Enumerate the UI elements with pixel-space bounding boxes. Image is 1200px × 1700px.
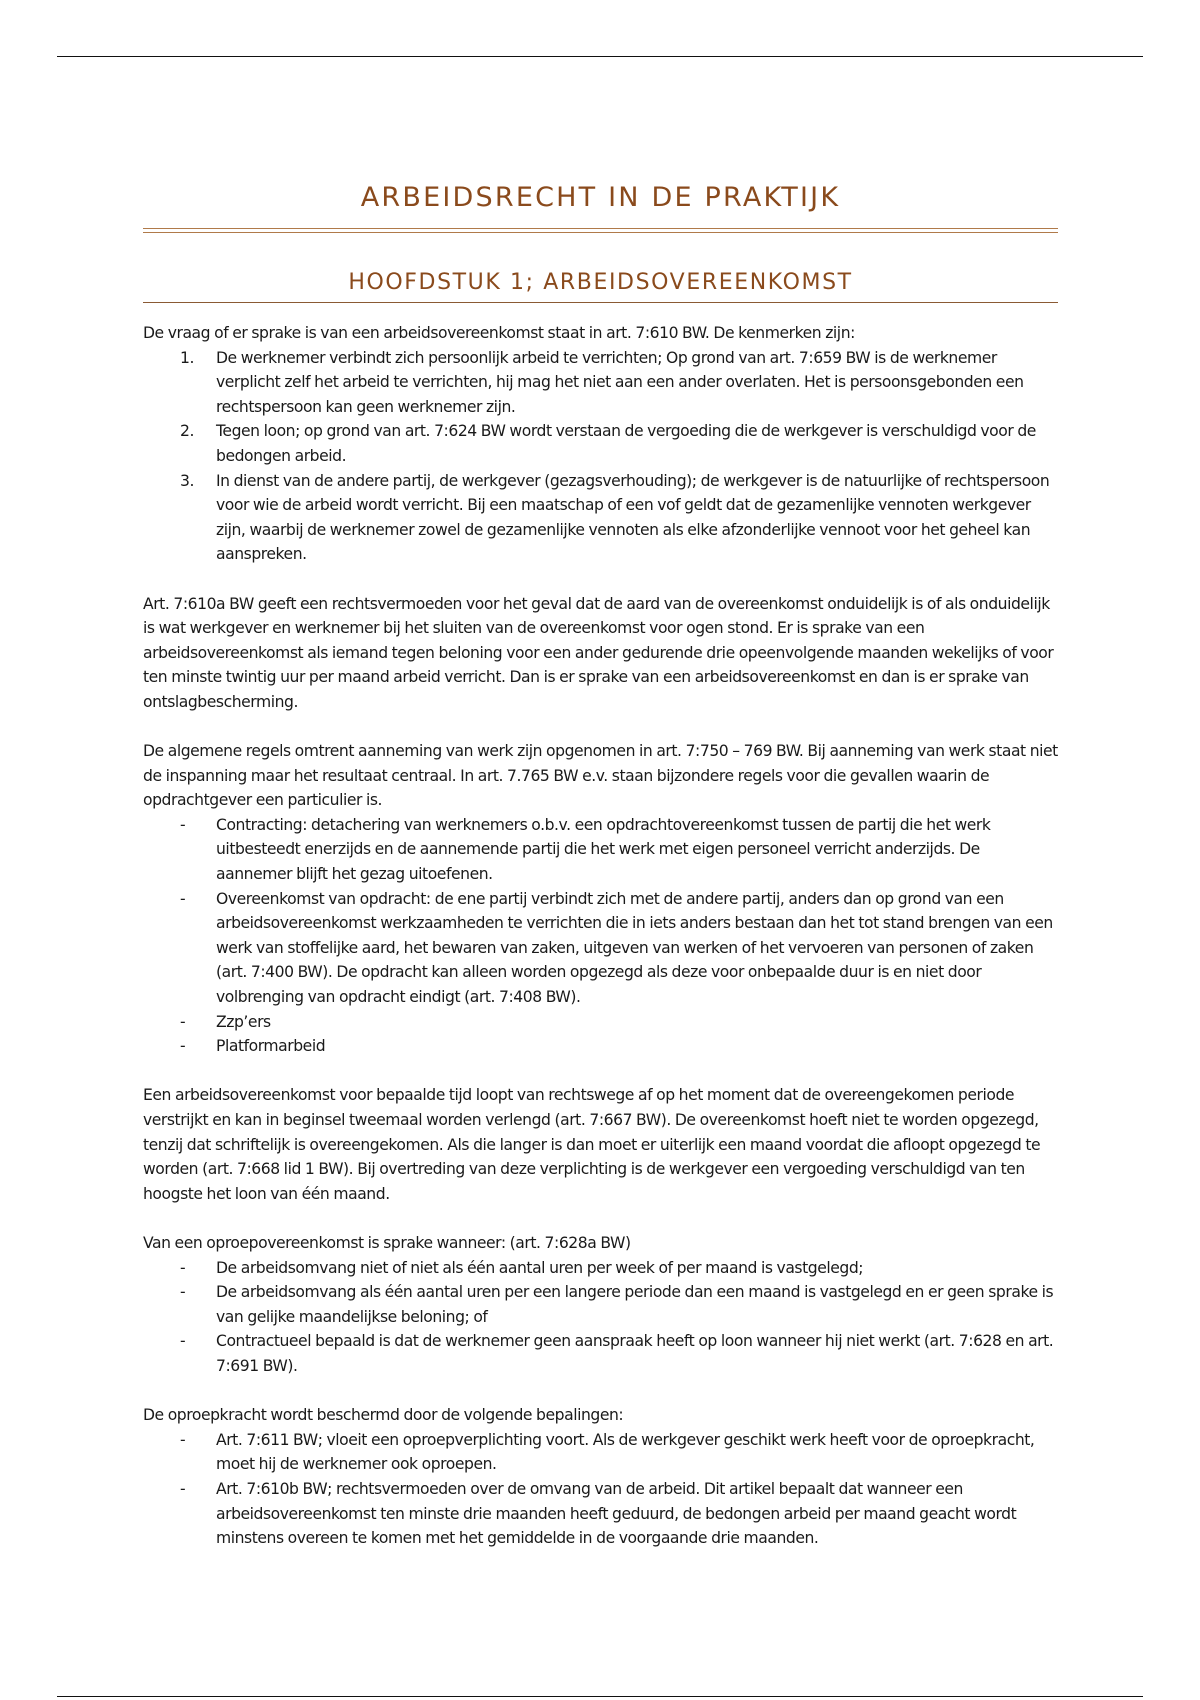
list-item	[143, 1329, 1058, 1378]
list-item	[143, 887, 1058, 1010]
list-marker: 2.	[180, 422, 194, 441]
list-item-text: Contractueel bepaald is dat de werknemer geen aanspraak heeft op loon wanneer hij niet werkt (art. 7:628 en art. 7:691 BW).	[216, 1332, 1054, 1375]
list-item-text: De werknemer verbindt zich persoonlijk arbeid te verrichten; Op grond van art. 7:659 BW is de werknemer verplicht zelf het arbeid te verrichten, hij mag het niet aan een ander overlaten. Het is persoonsgebonden een rechtspersoon kan geen werknemer zijn.	[216, 348, 1024, 416]
chapter-title: HOOFDSTUK 1; ARBEIDSOVEREENKOMST	[348, 270, 853, 295]
list-item-text: De arbeidsomvang niet of niet als één aantal uren per week of per maand is vastgelegd;	[216, 1258, 864, 1277]
list-marker: 3.	[180, 471, 194, 490]
list-marker: -	[180, 1012, 186, 1031]
aanneming-paragraph: De algemene regels omtrent aanneming van werk zijn opgenomen in art. 7:750 – 769 BW. Bij aanneming van werk staat niet de inspanning maar het resultaat centraal. In art. 7.765 BW e.v. staan bijzondere regels voor die gevallen waarin de opdrachtgever een particulier is.	[143, 742, 1058, 810]
list-item-text: Art. 7:610b BW; rechtsvermoeden over de omvang van de arbeid. Dit artikel bepaalt dat wanneer een arbeidsovereenkomst ten minste drie maanden heeft geduurd, de bedongen arbeid per maand geacht wordt minstens overeen te komen met het gemiddelde in de voorgaande drie maanden.	[216, 1479, 1017, 1548]
list-marker: -	[180, 1430, 186, 1449]
list-marker: -	[180, 815, 186, 834]
list-item	[143, 1010, 1058, 1035]
list-item-text: In dienst van de andere partij, de werkgever (gezagsverhouding); de werkgever is de natuurlijke of rechtspersoon voor wie de arbeid wordt verricht. Bij een maatschap of een vof geldt dat de gezamenlijke vennoten werkgever zijn, waarbij de werknemer zowel de gezamenlijke vennoten als elke afzonderlijke vennoot voor het geheel kan aanspreken.	[216, 471, 1050, 564]
list-item-text: De arbeidsomvang als één aantal uren per een langere periode dan een maand is vastgelegd en er geen sprake is van gelijke maandelijkse beloning; of	[216, 1283, 1054, 1326]
list-item-text: Platformarbeid	[216, 1037, 326, 1056]
kenmerken-list	[143, 346, 1058, 567]
list-marker: -	[180, 1332, 186, 1351]
list-item	[143, 1034, 1058, 1059]
oproep-list	[143, 1256, 1058, 1379]
list-item	[143, 1256, 1058, 1281]
list-item-text: Zzp’ers	[216, 1012, 271, 1031]
list-item	[143, 1477, 1058, 1551]
rechtsvermoeden-paragraph: Art. 7:610a BW geeft een rechtsvermoeden voor het geval dat de aard van de overeenkomst onduidelijk is of als onduidelijk is wat werkgever en werknemer bij het sluiten van de overeenkomst voor ogen stond. Er is sprake van een arbeidsovereenkomst als iemand tegen beloning voor een ander gedurende drie opeenvolgende maanden wekelijks of voor ten minste twintig uur per maand arbeid verricht. Dan is er sprake van een arbeidsovereenkomst en dan is er sprake van ontslagbescherming.	[143, 594, 1054, 711]
list-item	[143, 1428, 1058, 1477]
list-marker: -	[180, 1479, 186, 1498]
list-item	[143, 813, 1058, 887]
aanneming-list	[143, 813, 1058, 1059]
list-marker: -	[180, 1037, 186, 1056]
list-item-text: Tegen loon; op grond van art. 7:624 BW wordt verstaan de vergoeding die de werkgever is verschuldigd voor de bedongen arbeid.	[216, 422, 1036, 465]
list-item-text: Overeenkomst van opdracht: de ene partij verbindt zich met de andere partij, anders dan op grond van een arbeidsovereenkomst werkzaamheden te verrichten die in iets anders bestaan dan het tot stand brengen van een werk van stoffelijke aard, het bewaren van zaken, uitgeven van werken of het vervoeren van personen of zaken (art. 7:400 BW). De opdracht kan alleen worden opgezegd als deze voor onbepaalde duur is en niet door volbrenging van opdracht eindigt (art. 7:408 BW).	[216, 889, 1053, 1007]
list-item	[143, 469, 1058, 567]
bepaalde-tijd-paragraph: Een arbeidsovereenkomst voor bepaalde tijd loopt van rechtswege af op het moment dat de overeengekomen periode verstrijkt en kan in beginsel tweemaal worden verlengd (art. 7:667 BW). De overeenkomst hoeft niet te worden opgezegd, tenzij dat schriftelijk is overeengekomen. Als die langer is dan moet er uiterlijk een maand voordat die afloopt opgezegd te worden (art. 7:668 lid 1 BW). Bij overtreding van deze verplichting is de werkgever een vergoeding verschuldigd van ten hoogste het loon van één maand.	[143, 1086, 1041, 1203]
list-marker: 1.	[180, 348, 194, 367]
bescherming-paragraph: De oproepkracht wordt beschermd door de volgende bepalingen:	[143, 1406, 624, 1425]
list-item	[143, 346, 1058, 420]
page-footer-rule	[57, 1696, 1143, 1697]
list-item-text: Art. 7:611 BW; vloeit een oproepverplichting voort. Als de werkgever geschikt werk heeft voor de oproepkracht, moet hij de werknemer ook oproepen.	[216, 1430, 1035, 1474]
list-item	[143, 1280, 1058, 1329]
list-marker: -	[180, 889, 186, 908]
intro-paragraph: De vraag of er sprake is van een arbeidsovereenkomst staat in art. 7:610 BW. De kenmerken zijn:	[143, 324, 855, 342]
page-header-rule	[57, 56, 1143, 57]
document-title: ARBEIDSRECHT IN DE PRAKTIJK	[360, 182, 841, 213]
list-marker: -	[180, 1258, 186, 1277]
list-item-text: Contracting: detachering van werknemers o.b.v. een opdrachtovereenkomst tussen de partij die het werk uitbesteedt enerzijds en de aannemende partij die het werk met eigen personeel verricht anderzijds. De aannemer blijft het gezag uitoefenen.	[216, 815, 991, 884]
oproep-paragraph: Van een oproepovereenkomst is sprake wanneer: (art. 7:628a BW)	[143, 1233, 631, 1252]
list-marker: -	[180, 1283, 186, 1302]
chapter-rule	[143, 302, 1058, 303]
bescherming-list	[143, 1428, 1058, 1551]
list-item	[143, 419, 1058, 468]
document-body	[143, 178, 1058, 1551]
title-double-rule	[143, 228, 1058, 233]
